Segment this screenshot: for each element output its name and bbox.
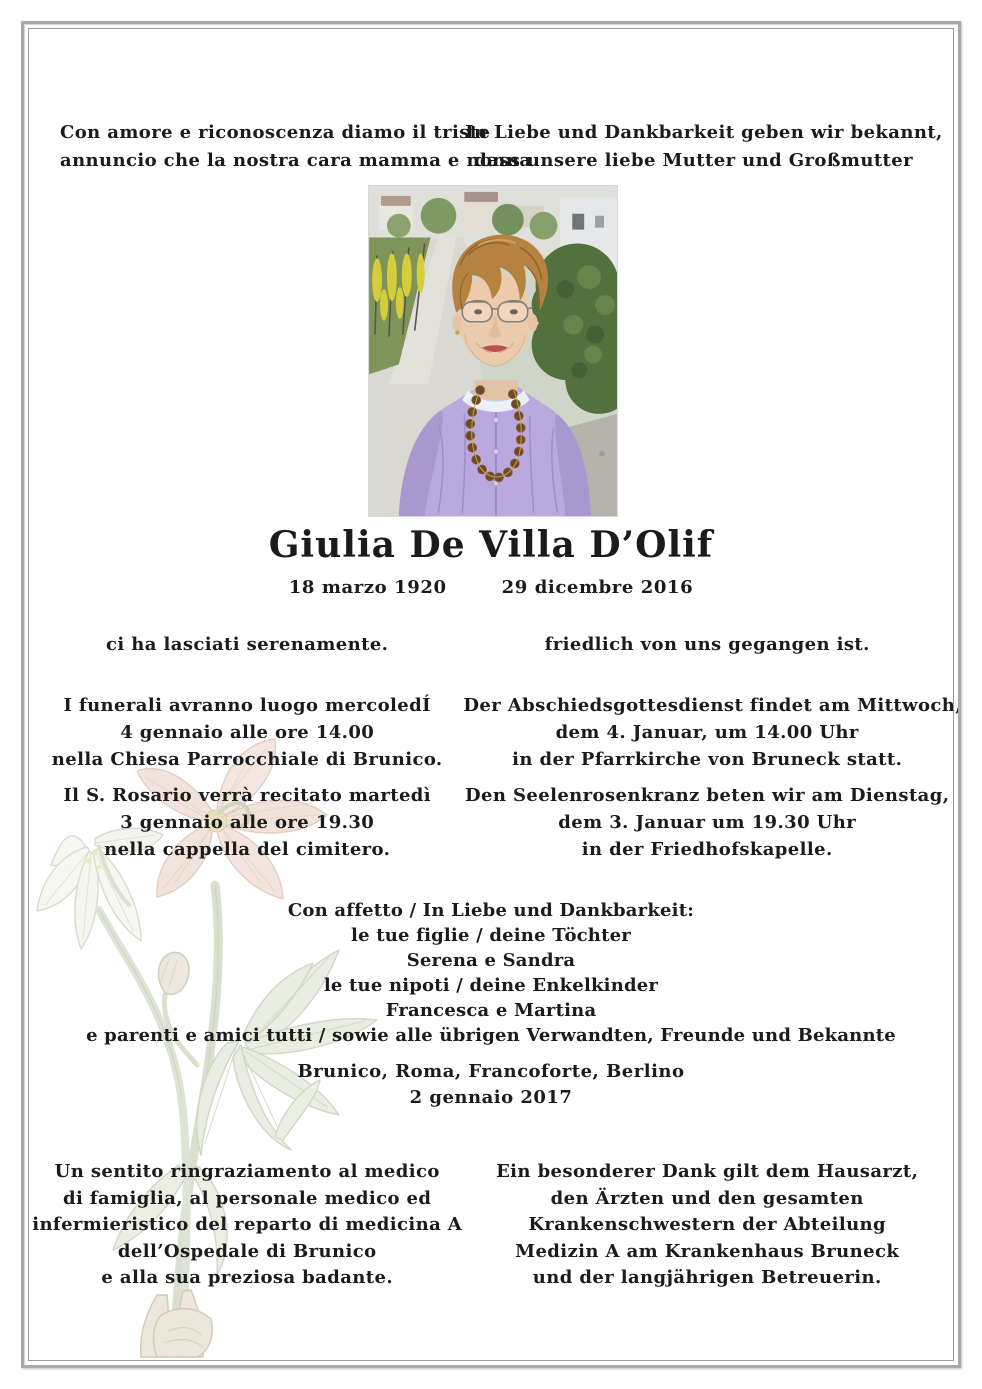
rosary-italian-line: Il S. Rosario verrà recitato martedì [63, 785, 432, 806]
death-date: 29 dicembre 2016 [501, 577, 694, 598]
family-line: Serena e Sandra [406, 950, 576, 971]
thanks-german-line: den Ärzten und den gesamten [550, 1187, 864, 1209]
life-dates [31, 577, 951, 598]
funeral-german [463, 692, 962, 773]
rosary-german-line: Den Seelenrosenkranz beten wir am Dienstag, [464, 785, 950, 806]
birth-date: 18 marzo 1920 [288, 577, 447, 598]
rosary-italian-line: 3 gennaio alle ore 19.30 [120, 812, 375, 833]
rosary-german-line: dem 3. Januar um 19.30 Uhr [558, 812, 857, 833]
thanks-italian-line: Un sentito ringraziamento al medico [54, 1161, 440, 1182]
passing-german: friedlich von uns gegangen ist. [544, 634, 870, 655]
thanks-italian-line: dell’Ospedale di Brunico [117, 1240, 377, 1262]
passing-section [31, 631, 951, 658]
rosary-german-line: in der Friedhofskapelle. [581, 839, 833, 860]
funeral-section [31, 692, 962, 773]
portrait-photo [368, 185, 618, 517]
thanks-section [31, 1159, 951, 1292]
funeral-italian-line: I funerali avranno luogo mercoledÍ [63, 695, 431, 716]
family-line: le tue nipoti / deine Enkelkinder [323, 975, 659, 996]
funeral-italian [31, 692, 463, 773]
date-line: 2 gennaio 2017 [409, 1087, 573, 1108]
funeral-german-line: Der Abschiedsgottesdienst findet am Mittwoch, [463, 695, 962, 716]
thanks-german [463, 1159, 951, 1292]
intro-italian [60, 119, 532, 175]
family-line: e parenti e amici tutti / sowie alle übrigen Verwandten, Freunde und Bekannte [86, 1025, 896, 1046]
thanks-italian-line: e alla sua preziosa badante. [101, 1267, 393, 1288]
thanks-italian-line: di famiglia, al personale medico ed [63, 1187, 432, 1209]
rosary-italian-line: nella cappella del cimitero. [104, 839, 391, 860]
rosary-section [31, 782, 951, 863]
thanks-german-line: Medizin A am Krankenhaus Bruneck [515, 1240, 900, 1262]
thanks-german-line: Krankenschwestern der Abteilung [528, 1214, 887, 1235]
family-line: le tue figlie / deine Töchter [351, 925, 631, 946]
funeral-italian-line: 4 gennaio alle ore 14.00 [120, 722, 375, 743]
thanks-italian-line: infermieristico del reparto di medicina A [32, 1214, 463, 1235]
intro-italian-line: annuncio che la nostra cara mamma e nonna [60, 150, 532, 171]
thanks-german-line: Ein besonderer Dank gilt dem Hausarzt, [496, 1161, 919, 1182]
intro-section [60, 119, 943, 175]
intro-german [465, 119, 943, 175]
thanks-italian [31, 1159, 463, 1292]
places-line: Brunico, Roma, Francoforte, Berlino [297, 1061, 685, 1082]
thanks-german-line: und der langjährigen Betreuerin. [532, 1267, 882, 1288]
funeral-german-line: in der Pfarrkirche von Bruneck statt. [512, 749, 903, 770]
places-date-section [31, 1059, 951, 1111]
funeral-german-line: dem 4. Januar, um 14.00 Uhr [555, 722, 859, 743]
rosary-italian [31, 782, 463, 863]
rosary-german [463, 782, 951, 863]
deceased-name: Giulia De Villa D’Olif [268, 524, 714, 566]
funeral-italian-line: nella Chiesa Parrocchiale di Brunico. [51, 749, 443, 770]
intro-italian-line: Con amore e riconoscenza diamo il triste [60, 122, 491, 143]
passing-italian: ci ha lasciati serenamente. [106, 634, 389, 655]
family-line: Con affetto / In Liebe und Dankbarkeit: [287, 900, 695, 921]
intro-german-line: dass unsere liebe Mutter und Großmutter [474, 150, 913, 171]
intro-german-line: In Liebe und Dankbarkeit geben wir bekannt, [465, 122, 943, 143]
family-section [31, 898, 951, 1048]
family-line: Francesca e Martina [385, 1000, 597, 1021]
